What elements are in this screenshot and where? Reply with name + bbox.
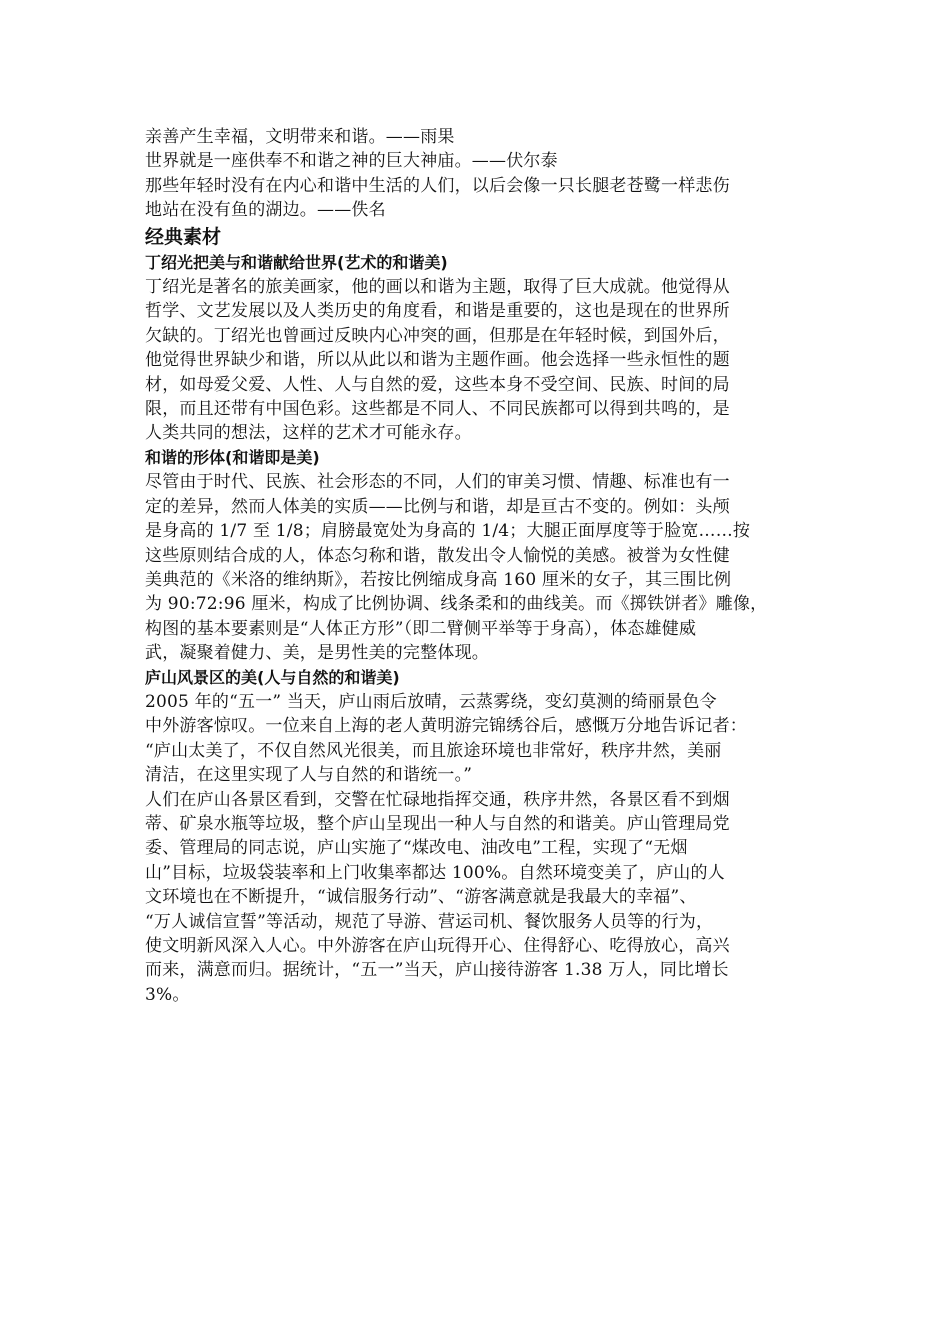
paragraph-line: 清洁，在这里实现了人与自然的和谐统一。” bbox=[145, 765, 473, 786]
paragraph-line: 委、管理局的同志说，庐山实施了“煤改电、油改电”工程，实现了“无烟 bbox=[145, 838, 688, 859]
quotes-block bbox=[145, 125, 810, 223]
paragraph-line: 限，而且还带有中国色彩。这些都是不同人、不同民族都可以得到共鸣的，是 bbox=[145, 399, 730, 420]
paragraph-line: 美典范的《米洛的维纳斯》，若按比例缩成身高 160 厘米的女子，其三围比例 bbox=[145, 569, 732, 590]
paragraph-line: 人们在庐山各景区看到，交警在忙碌地指挥交通，秩序井然，各景区看不到烟 bbox=[145, 789, 730, 810]
paragraph-line: 尽管由于时代、民族、社会形态的不同，人们的审美习惯、情趣、标准也有一 bbox=[145, 472, 730, 493]
paragraph-line: 3%。 bbox=[145, 984, 190, 1005]
paragraph-line: 定的差异，然而人体美的实质——比例与和谐，却是亘古不变的。例如：头颅 bbox=[145, 496, 730, 517]
paragraph-line: 欠缺的。丁绍光也曾画过反映内心冲突的画，但那是在年轻时候，到国外后， bbox=[145, 325, 730, 346]
material-heading: 和谐的形体(和谐即是美) bbox=[145, 447, 320, 467]
paragraph-line: 他觉得世界缺少和谐，所以从此以和谐为主题作画。他会选择一些永恒性的题 bbox=[145, 350, 730, 371]
paragraph-line: 山”目标，垃圾袋装率和上门收集率都达 100%。自然环境变美了，庐山的人 bbox=[145, 862, 725, 883]
paragraph-line: 文环境也在不断提升，“诚信服务行动”、“游客满意就是我最大的幸福”、 bbox=[145, 887, 697, 908]
paragraph-line: 构图的基本要素则是“人体正方形”（即二臂侧平举等于身高），体态雄健威 bbox=[145, 618, 697, 639]
quote-line: 地站在没有鱼的湖边。——佚名 bbox=[145, 200, 386, 221]
document-body bbox=[145, 125, 810, 1007]
paragraph-line: 人类共同的想法，这样的艺术才可能永存。 bbox=[145, 423, 472, 444]
material-art-harmony bbox=[145, 251, 810, 446]
material-heading: 庐山风景区的美(人与自然的和谐美) bbox=[145, 667, 400, 687]
quote-line: 亲善产生幸福，文明带来和谐。——雨果 bbox=[145, 127, 455, 147]
paragraph-line: 是身高的 1/7 至 1/8；肩膀最宽处为身高的 1/4；大腿正面厚度等于脸宽……按 bbox=[145, 521, 751, 542]
material-body-harmony bbox=[145, 446, 810, 666]
paragraph-line: 2005 年的“五一” 当天，庐山雨后放晴，云蒸雾绕，变幻莫测的绮丽景色令 bbox=[145, 691, 717, 712]
paragraph-line: 武，凝聚着健力、美，是男性美的完整体现。 bbox=[145, 643, 489, 664]
paragraph-line: “庐山太美了，不仅自然风光很美，而且旅途环境也非常好，秩序井然，美丽 bbox=[145, 740, 722, 761]
paragraph-line: “万人诚信宣誓”等活动，规范了导游、营运司机、餐饮服务人员等的行为， bbox=[145, 911, 714, 932]
section-heading: 经典素材 bbox=[145, 225, 222, 248]
paragraph-line: 丁绍光是著名的旅美画家，他的画以和谐为主题，取得了巨大成就。他觉得从 bbox=[145, 277, 730, 298]
material-heading: 丁绍光把美与和谐献给世界(艺术的和谐美) bbox=[145, 252, 448, 272]
paragraph-line: 蒂、矿泉水瓶等垃圾，整个庐山呈现出一种人与自然的和谐美。庐山管理局党 bbox=[145, 813, 730, 834]
paragraph-line: 这些原则结合成的人，体态匀称和谐，散发出令人愉悦的美感。被誉为女性健 bbox=[145, 545, 730, 566]
paragraph-line: 为 90:72:96 厘米，构成了比例协调、线条柔和的曲线美。而《掷铁饼者》雕像， bbox=[145, 594, 768, 615]
quote-line: 那些年轻时没有在内心和谐中生活的人们，以后会像一只长腿老苍鹭一样悲伤 bbox=[145, 175, 730, 196]
paragraph-line: 哲学、文艺发展以及人类历史的角度看，和谐是重要的，这也是现在的世界所 bbox=[145, 301, 730, 322]
paragraph-line: 而来，满意而归。据统计，“五一”当天，庐山接待游客 1.38 万人，同比增长 bbox=[145, 960, 729, 981]
paragraph-line: 中外游客惊叹。一位来自上海的老人黄明游完锦绣谷后，感慨万分地告诉记者： bbox=[145, 716, 747, 737]
paragraph-line: 使文明新风深入人心。中外游客在庐山玩得开心、住得舒心、吃得放心，高兴 bbox=[145, 936, 730, 956]
paragraph-line: 材，如母爱父爱、人性、人与自然的爱，这些本身不受空间、民族、时间的局 bbox=[145, 374, 730, 395]
material-lushan-harmony bbox=[145, 666, 810, 1008]
quote-line: 世界就是一座供奉不和谐之神的巨大神庙。——伏尔泰 bbox=[145, 151, 558, 172]
